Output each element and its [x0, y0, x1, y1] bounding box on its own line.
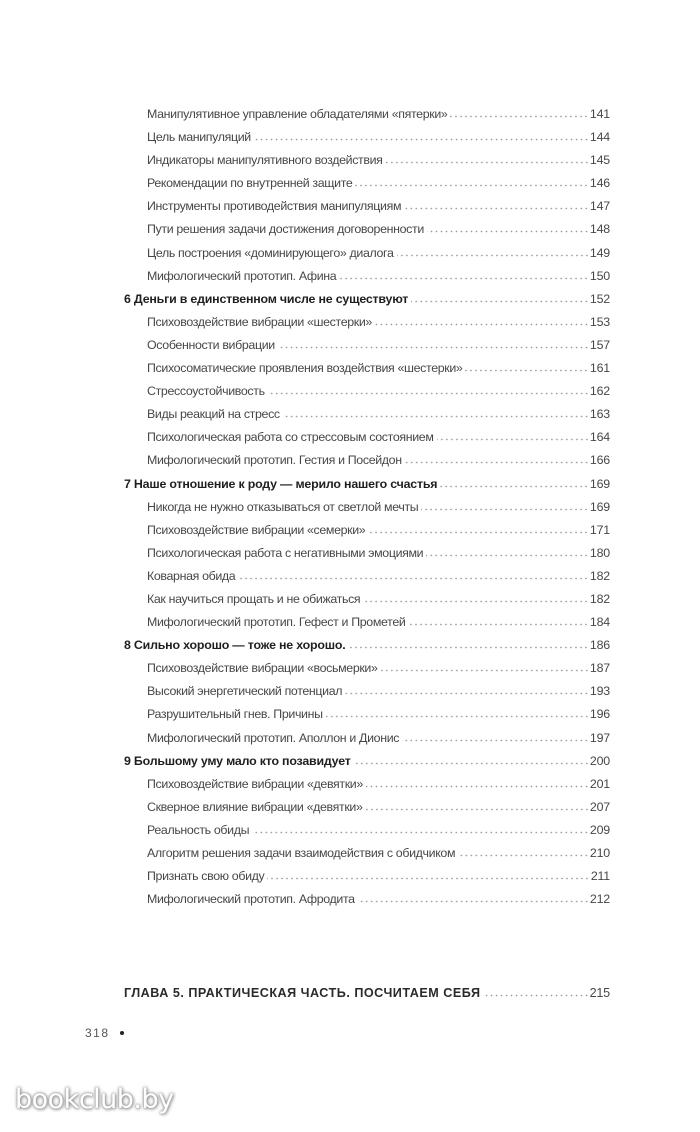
toc-entry-title: Мифологический прототип. Афина	[147, 268, 337, 283]
toc-section-entry	[124, 426, 610, 449]
toc-section-entry	[124, 611, 610, 634]
toc-section-entry	[124, 565, 610, 588]
toc-entry-title: Цель построения «доминирующего» диалога	[147, 245, 394, 260]
toc-entry-title: Стрессоустойчивость	[147, 384, 265, 399]
toc-entry-page: 193	[589, 684, 610, 699]
toc-section-entry	[124, 865, 610, 888]
dot-leader	[368, 522, 589, 534]
dot-leader	[278, 337, 589, 349]
toc-entry-title: Рекомендации по внутренней защите	[147, 176, 353, 191]
toc-entry-title: Коварная обида	[147, 568, 236, 583]
dot-leader	[366, 776, 589, 788]
toc-section-entry	[124, 796, 610, 819]
toc-entry-page: 196	[589, 707, 610, 722]
page-footer	[85, 1026, 124, 1040]
dot-leader	[381, 660, 589, 672]
toc-entry-title: Индикаторы манипулятивного воздействия	[147, 153, 383, 168]
dot-leader	[404, 198, 589, 210]
toc-entry-page: 147	[589, 199, 610, 214]
toc-entry-page: 211	[590, 869, 610, 884]
toc-entry-title: Как научиться прощать и не обижаться	[147, 591, 361, 606]
dot-leader	[426, 545, 589, 557]
dot-leader	[440, 476, 589, 488]
dot-leader	[458, 845, 589, 857]
toc-entry-title: 6 Деньги в единственном числе не существуют	[124, 291, 409, 306]
dot-leader	[326, 706, 589, 718]
dot-leader	[267, 868, 589, 880]
toc-section-entry	[124, 680, 610, 703]
toc-entry-page: 157	[589, 337, 610, 352]
toc-entry-page: 146	[589, 176, 610, 191]
toc-section-entry	[124, 703, 610, 726]
dot-leader	[252, 822, 589, 834]
toc-section-entry	[124, 126, 610, 149]
toc-entry-page: 187	[589, 661, 610, 676]
dot-leader	[402, 730, 589, 742]
toc-entry-title: Пути решения задачи достижения договоренности	[147, 222, 424, 237]
toc-entry-page: 212	[589, 892, 610, 907]
toc-entry-title: 8 Сильно хорошо — тоже не хорошо.	[124, 638, 346, 653]
dot-leader	[484, 985, 589, 997]
table-of-contents	[124, 103, 610, 911]
toc-entry-page: 184	[589, 615, 610, 630]
toc-entry-title: Признать свою обиду	[147, 869, 265, 884]
toc-entry-title: Особенности вибрации	[147, 337, 275, 352]
toc-entry-page: 182	[589, 568, 610, 583]
toc-section-entry	[124, 842, 610, 865]
toc-entry-title: Психовоздействие вибрации «девятки»	[147, 776, 363, 791]
toc-entry-title: Мифологический прототип. Аполлон и Дионис	[147, 730, 400, 745]
toc-entry-title: Мифологический прототип. Афродита	[147, 892, 355, 907]
toc-entry-title: Психовоздействие вибрации «восьмерки»	[147, 661, 378, 676]
toc-section-entry	[124, 311, 610, 334]
toc-section-entry	[124, 542, 610, 565]
toc-entry-page: 186	[589, 638, 610, 653]
toc-entry-page: 144	[589, 130, 610, 145]
toc-entry-page: 180	[589, 545, 610, 560]
toc-entry-title: Алгоритм решения задачи взаимодействия с обидчиком	[147, 846, 456, 860]
toc-entry-page: 209	[589, 822, 610, 837]
dot-leader	[450, 106, 588, 118]
toc-entry-title: Скверное влияние вибрации «девятки»	[147, 799, 363, 814]
toc-entry-title: Мифологический прототип. Гефест и Прометей	[147, 615, 406, 630]
toc-section-entry	[124, 172, 610, 195]
toc-entry-title: Психологическая работа с негативными эмоциями	[147, 545, 424, 560]
toc-section-entry	[124, 449, 610, 472]
toc-entry-page: 201	[589, 776, 610, 791]
toc-entry-page: 197	[589, 730, 610, 745]
toc-entry-title: Виды реакций на стресс	[147, 407, 280, 422]
toc-chapter-entry	[124, 473, 610, 496]
dot-leader	[348, 637, 588, 649]
toc-section-entry	[124, 519, 610, 542]
toc-entry-page: 171	[589, 522, 610, 537]
toc-section-entry	[124, 403, 610, 426]
dot-leader	[355, 175, 588, 187]
toc-section-entry	[124, 819, 610, 842]
toc-section-entry	[124, 218, 610, 241]
toc-section-entry	[124, 496, 610, 519]
dot-leader	[411, 291, 589, 303]
toc-entry-page: 163	[589, 407, 610, 422]
toc-entry-title: Высокий энергетический потенциал	[147, 684, 343, 699]
dot-leader	[358, 891, 589, 903]
toc-entry-title: Реальность обиды	[147, 822, 250, 837]
toc-entry-title: Психосоматические проявления воздействия «шестерки»	[147, 361, 463, 376]
toc-section-entry	[124, 657, 610, 680]
toc-entry-page: 149	[589, 245, 610, 260]
bullet-icon	[120, 1031, 124, 1035]
toc-entry-page: 148	[589, 222, 610, 237]
part-heading-title: ГЛАВА 5. ПРАКТИЧЕСКАЯ ЧАСТЬ. ПОСЧИТАЕМ СЕБЯ	[124, 986, 481, 1000]
toc-entry-page: 164	[589, 430, 610, 445]
dot-leader	[465, 360, 588, 372]
dot-leader	[268, 383, 589, 395]
toc-section-entry	[124, 103, 610, 126]
toc-entry-title: 9 Большому уму мало кто позавидует	[124, 753, 351, 768]
dot-leader	[375, 314, 589, 326]
toc-entry-title: Психологическая работа со стрессовым состоянием	[147, 430, 434, 445]
toc-entry-title: Никогда не нужно отказываться от светлой мечты	[147, 499, 419, 514]
toc-entry-page: 200	[589, 753, 610, 768]
toc-chapter-entry	[124, 288, 610, 311]
toc-entry-page: 153	[589, 314, 610, 329]
part-heading-page: 215	[589, 986, 610, 1000]
toc-entry-title: Цель манипуляций	[147, 130, 251, 145]
toc-entry-title: Психовоздействие вибрации «шестерки»	[147, 314, 372, 329]
dot-leader	[437, 429, 589, 441]
dot-leader	[427, 221, 589, 233]
toc-entry-page: 166	[589, 453, 610, 468]
toc-section-entry	[124, 149, 610, 172]
watermark: bookclub.by	[15, 1084, 174, 1115]
toc-entry-page: 152	[589, 291, 610, 306]
toc-entry-page: 145	[589, 153, 610, 168]
dot-leader	[386, 152, 589, 164]
toc-entry-title: Разрушительный гнев. Причины	[147, 707, 323, 722]
toc-chapter-entry	[124, 750, 610, 773]
toc-section-entry	[124, 242, 610, 265]
toc-entry-title: Инструменты противодействия манипуляциям	[147, 199, 402, 214]
toc-section-entry	[124, 265, 610, 288]
page-number: 318	[85, 1026, 110, 1040]
toc-section-entry	[124, 773, 610, 796]
toc-section-entry	[124, 195, 610, 218]
dot-leader	[366, 799, 589, 811]
part-heading	[124, 985, 610, 1000]
toc-section-entry	[124, 357, 610, 380]
dot-leader	[283, 406, 589, 418]
toc-entry-page: 141	[589, 107, 610, 121]
dot-leader	[254, 129, 589, 141]
toc-entry-page: 162	[589, 384, 610, 399]
dot-leader	[397, 245, 589, 257]
toc-entry-page: 210	[589, 846, 610, 860]
dot-leader	[238, 568, 589, 580]
toc-chapter-entry	[124, 634, 610, 657]
dot-leader	[408, 614, 588, 626]
dot-leader	[345, 683, 589, 695]
toc-entry-page: 169	[589, 476, 610, 491]
toc-entry-page: 161	[589, 361, 610, 376]
toc-section-entry	[124, 888, 610, 911]
toc-section-entry	[124, 334, 610, 357]
dot-leader	[363, 591, 589, 603]
dot-leader	[405, 452, 589, 464]
toc-entry-title: Психовоздействие вибрации «семерки»	[147, 522, 366, 537]
toc-entry-page: 182	[589, 591, 610, 606]
toc-entry-title: Мифологический прототип. Гестия и Посейдон	[147, 453, 402, 468]
toc-entry-page: 150	[589, 268, 610, 283]
dot-leader	[421, 499, 589, 511]
toc-entry-page: 169	[589, 499, 610, 514]
toc-entry-page: 207	[589, 799, 610, 814]
dot-leader	[354, 753, 589, 765]
toc-section-entry	[124, 380, 610, 403]
toc-section-entry	[124, 727, 610, 750]
toc-section-entry	[124, 588, 610, 611]
dot-leader	[339, 268, 589, 280]
toc-entry-title: 7 Наше отношение к роду — мерило нашего счастья	[124, 476, 438, 491]
toc-entry-title: Манипулятивное управление обладателями «пятерки»	[147, 107, 448, 121]
